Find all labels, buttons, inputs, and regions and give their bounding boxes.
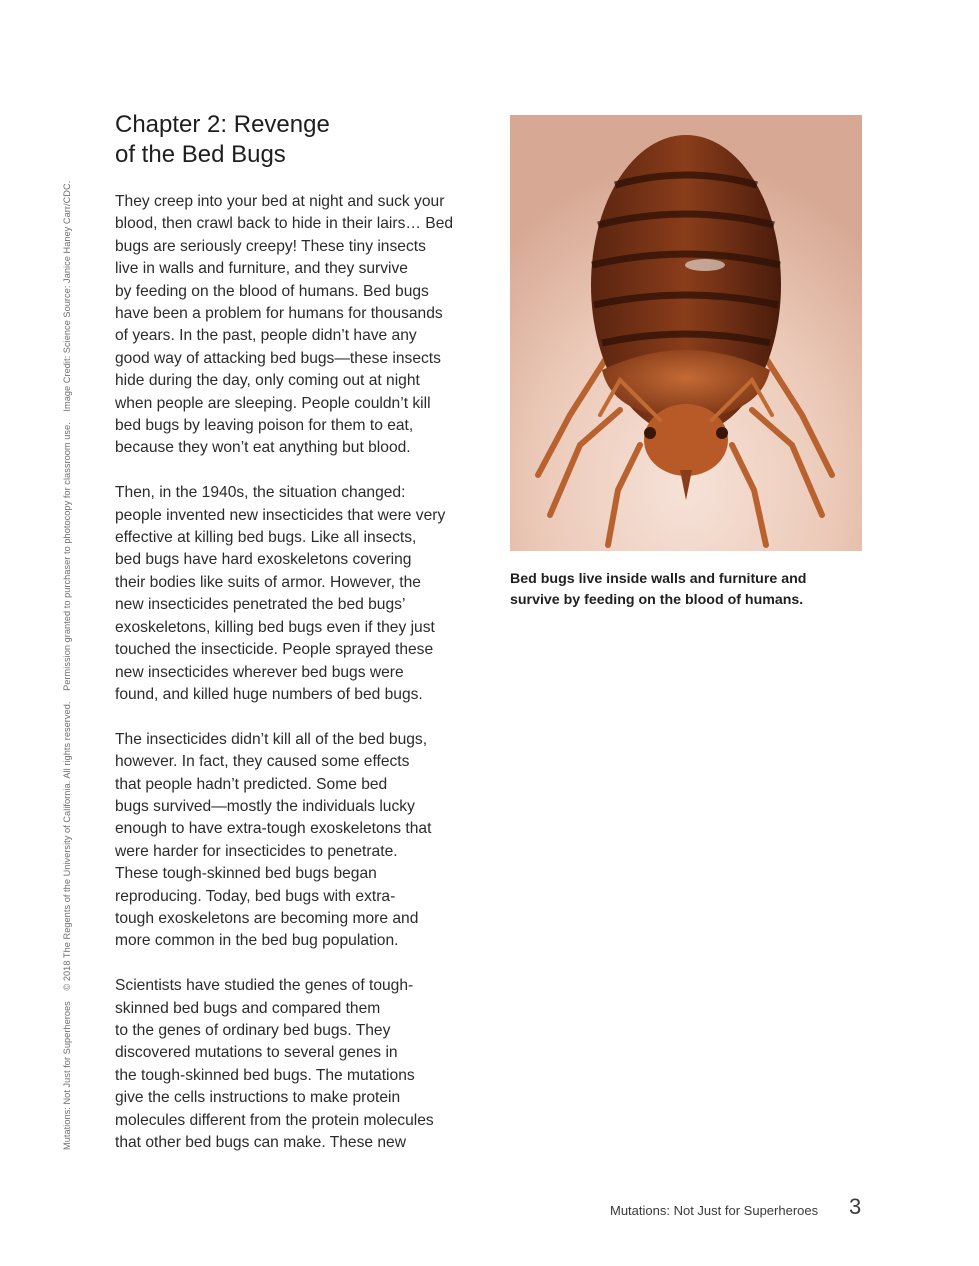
side-credit-book: Mutations: Not Just for Superheroes	[62, 1001, 72, 1150]
text-line: bugs are seriously creepy! These tiny insects	[115, 237, 426, 255]
bed-bug-illustration	[510, 115, 862, 551]
text-line: enough to have extra-tough exoskeletons that	[115, 820, 432, 838]
text-line: by feeding on the blood of humans. Bed bugs	[115, 282, 429, 300]
text-line: skinned bed bugs and compared them	[115, 999, 381, 1017]
text-line: were harder for insecticides to penetrate.	[115, 842, 398, 860]
text-line: of years. In the past, people didn’t have any	[115, 327, 417, 345]
text-line: that other bed bugs can make. These new	[115, 1134, 406, 1152]
side-credit	[62, 110, 72, 1150]
text-line: bed bugs have hard exoskeletons covering	[115, 551, 412, 569]
page-number: 3	[849, 1194, 862, 1219]
text-line: give the cells instructions to make protein	[115, 1089, 401, 1107]
caption-line: Bed bugs live inside walls and furniture and	[510, 571, 807, 587]
text-line: reproducing. Today, bed bugs with extra-	[115, 887, 396, 905]
text-line: molecules different from the protein molecules	[115, 1111, 434, 1129]
article-body	[115, 191, 480, 1177]
text-line: exoskeletons, killing bed bugs even if they just	[115, 618, 435, 636]
paragraph-4	[115, 975, 480, 1154]
text-line: discovered mutations to several genes in	[115, 1044, 398, 1062]
text-line: These tough-skinned bed bugs began	[115, 865, 377, 883]
side-credit-image-credit: Image Credit: Science Source: Janice Haney Carr/CDC.	[62, 180, 72, 412]
paragraph-3	[115, 729, 480, 953]
paragraph-1	[115, 191, 480, 460]
text-line: to the genes of ordinary bed bugs. They	[115, 1021, 391, 1039]
text-line: new insecticides wherever bed bugs were	[115, 663, 404, 681]
chapter-title-line: of the Bed Bugs	[115, 141, 286, 168]
text-line: however. In fact, they caused some effects	[115, 753, 410, 771]
text-line: effective at killing bed bugs. Like all insects,	[115, 529, 417, 547]
bed-bug-photo	[510, 115, 862, 551]
text-line: touched the insecticide. People sprayed these	[115, 641, 434, 659]
footer-book-title: Mutations: Not Just for Superheroes	[610, 1203, 819, 1218]
text-line: good way of attacking bed bugs—these insects	[115, 349, 441, 367]
text-line: people invented new insecticides that were very	[115, 506, 446, 524]
text-line: bugs survived—mostly the individuals lucky	[115, 797, 415, 815]
text-line: They creep into your bed at night and suck your	[115, 193, 445, 210]
text-line: when people are sleeping. People couldn’t kill	[115, 394, 431, 412]
text-line: have been a problem for humans for thousands	[115, 305, 443, 323]
text-line: the tough-skinned bed bugs. The mutations	[115, 1066, 415, 1084]
text-line: because they won’t eat anything but blood.	[115, 439, 411, 457]
side-credit-copyright: © 2018 The Regents of the University of California. All rights reserved.	[62, 701, 72, 991]
photo-caption	[510, 569, 862, 611]
text-line: tough exoskeletons are becoming more and	[115, 909, 419, 927]
text-line: their bodies like suits of armor. However, the	[115, 573, 421, 591]
side-credit-permission: Permission granted to purchaser to photocopy for classroom use.	[62, 422, 72, 691]
paragraph-2	[115, 482, 480, 706]
text-line: new insecticides penetrated the bed bugs’	[115, 596, 406, 614]
text-line: more common in the bed bug population.	[115, 932, 399, 950]
text-line: live in walls and furniture, and they survive	[115, 260, 408, 278]
text-line: blood, then crawl back to hide in their lairs… Bed	[115, 215, 454, 233]
text-line: bed bugs by leaving poison for them to eat,	[115, 417, 414, 435]
text-line: Scientists have studied the genes of tough-	[115, 977, 414, 995]
text-line: that people hadn’t predicted. Some bed	[115, 775, 388, 793]
caption-line: survive by feeding on the blood of humans.	[510, 592, 804, 608]
chapter-title-line: Chapter 2: Revenge	[115, 111, 330, 138]
chapter-title	[115, 110, 475, 170]
text-line: The insecticides didn’t kill all of the bed bugs,	[115, 730, 428, 748]
text-line: Then, in the 1940s, the situation changed:	[115, 484, 406, 502]
text-line: hide during the day, only coming out at night	[115, 372, 420, 390]
text-line: found, and killed huge numbers of bed bugs.	[115, 685, 423, 703]
